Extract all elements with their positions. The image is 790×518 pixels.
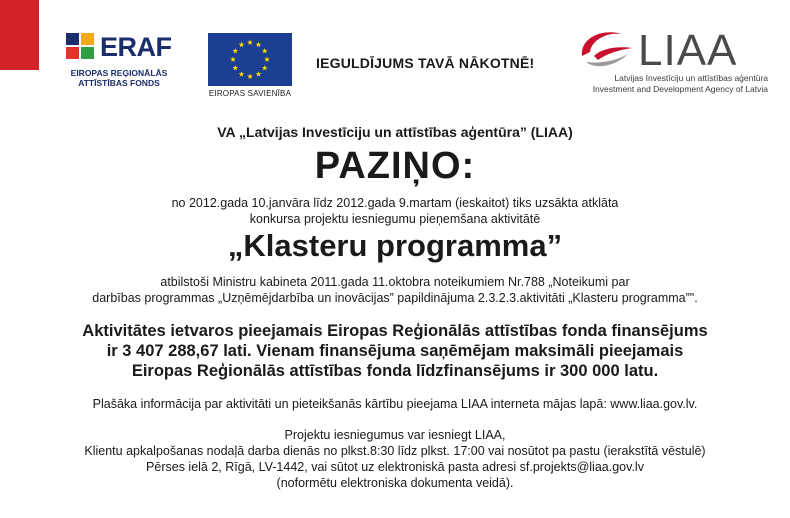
submission-line2: Klientu apkalpošanas nodaļā darba dienās no plkst.8:30 līdz plkst. 17:00 vai nosūtot pa pastu (ierakstītā vēstulē) (84, 444, 706, 458)
liaa-subtitle-en: Investment and Development Agency of Latvia (592, 84, 768, 94)
liaa-logo (568, 22, 778, 102)
submission-line1: Projektu iesniegumus var iesniegt LIAA, (284, 428, 506, 442)
eraf-wordmark: ERAF (100, 32, 172, 62)
submission-line4: (noformētu elektroniska dokumenta veidā). (276, 476, 514, 490)
eraf-subtitle-line1: EIROPAS REĢIONĀLĀS (70, 68, 168, 78)
eraf-logo (60, 30, 178, 100)
red-corner-accent (0, 0, 39, 70)
eraf-mark-icon (66, 33, 96, 59)
notice-headline: PAZIŅO: (314, 145, 476, 187)
submission-line3: Pērses ielā 2, Rīgā, LV-1442, vai sūtot uz elektroniskā pasta adresi sf.projekts@liaa.gov.lv (146, 460, 644, 474)
program-title: „Klasteru programma” (227, 228, 563, 263)
eu-flag-icon (208, 33, 292, 86)
notice-intro-line2: konkursa projektu iesniegumu pieņemšana aktivitātē (249, 212, 541, 226)
eraf-subtitle (60, 68, 178, 88)
liaa-subtitle-lv: Latvijas Investīciju un attīstības aģentūra (614, 73, 768, 83)
liaa-wordmark: LIAA (638, 26, 738, 75)
slogan: IEGULDĪJUMS TAVĀ NĀKOTNĒ! (316, 55, 535, 71)
eu-logo (208, 33, 292, 101)
notice-issuer: VA „Latvijas Investīciju un attīstības aģentūra” (LIAA) (217, 124, 573, 140)
funding-line1: Aktivitātes ietvaros pieejamais Eiropas Reģionālās attīstības fonda finansējums (82, 322, 708, 340)
notice-intro-line1: no 2012.gada 10.janvāra līdz 2012.gada 9.martam (ieskaitot) tiks uzsākta atklāta (171, 196, 619, 210)
funding-line3: Eiropas Reģionālās attīstības fonda līdzfinansējums ir 300 000 latu. (131, 362, 659, 380)
eraf-subtitle-line2: ATTĪSTĪBAS FONDS (78, 78, 160, 88)
eu-caption: EIROPAS SAVIENĪBA (208, 89, 292, 98)
legal-basis-line2: darbības programmas „Uzņēmējdarbība un inovācijas” papildinājuma 2.3.2.3.aktivitāti „Klasteru programma”". (92, 291, 698, 305)
funding-line2: ir 3 407 288,67 lati. Vienam finansējuma saņēmējam maksimāli pieejamais (106, 342, 684, 360)
legal-basis-line1: atbilstoši Ministru kabineta 2011.gada 11.oktobra noteikumiem Nr.788 „Noteikumi par (160, 275, 630, 289)
liaa-swoosh-icon (572, 26, 636, 72)
info-line: Plašāka informācija par aktivitāti un pieteikšanās kārtību pieejama LIAA interneta mājas lapā: www.liaa.gov.lv. (92, 397, 698, 411)
